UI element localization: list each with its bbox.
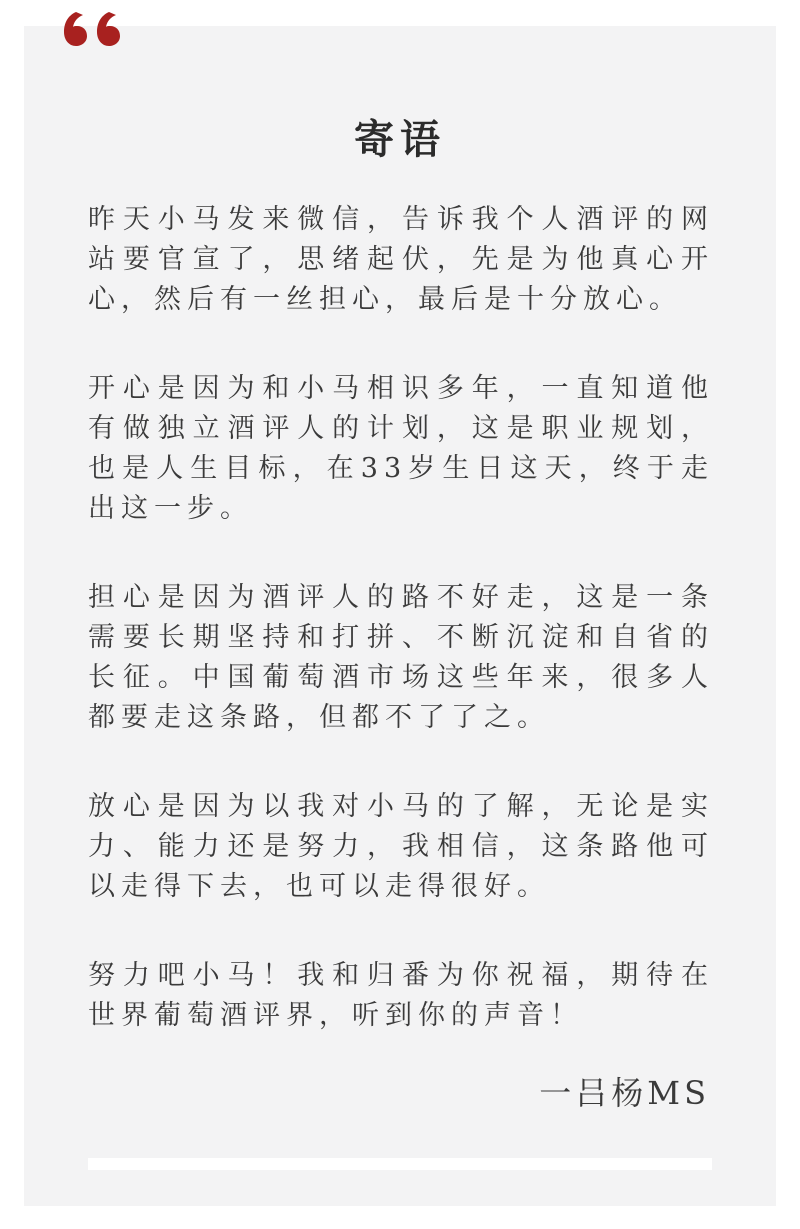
paragraph: 开心是因为和小马相识多年，一直知道他有做独立酒评人的计划，这是职业规划，也是人生目标，在33岁生日这天，终于走出这一步。	[88, 373, 714, 524]
paragraph: 放心是因为以我对小马的了解，无论是实力、能力还是努力，我相信，这条路他可以走得下去，也可以走得很好。	[88, 791, 714, 902]
page-title: 寄语	[354, 116, 446, 163]
paragraph: 昨天小马发来微信，告诉我个人酒评的网站要官宣了，思绪起伏，先是为他真心开心，然后有一丝担心，最后是十分放心。	[88, 204, 714, 315]
bottom-divider	[88, 1158, 712, 1170]
paragraph: 担心是因为酒评人的路不好走，这是一条需要长期坚持和打拼、不断沉淀和自省的长征。中国葡萄酒市场这些年来，很多人都要走这条路，但都不了了之。	[88, 582, 714, 733]
quote-mark-icon	[62, 8, 126, 52]
paragraph: 努力吧小马！我和归番为你祝福，期待在世界葡萄酒评界，听到你的声音！	[88, 960, 714, 1031]
signature: 一吕杨MS	[539, 1074, 710, 1112]
letter-body	[88, 200, 714, 1085]
